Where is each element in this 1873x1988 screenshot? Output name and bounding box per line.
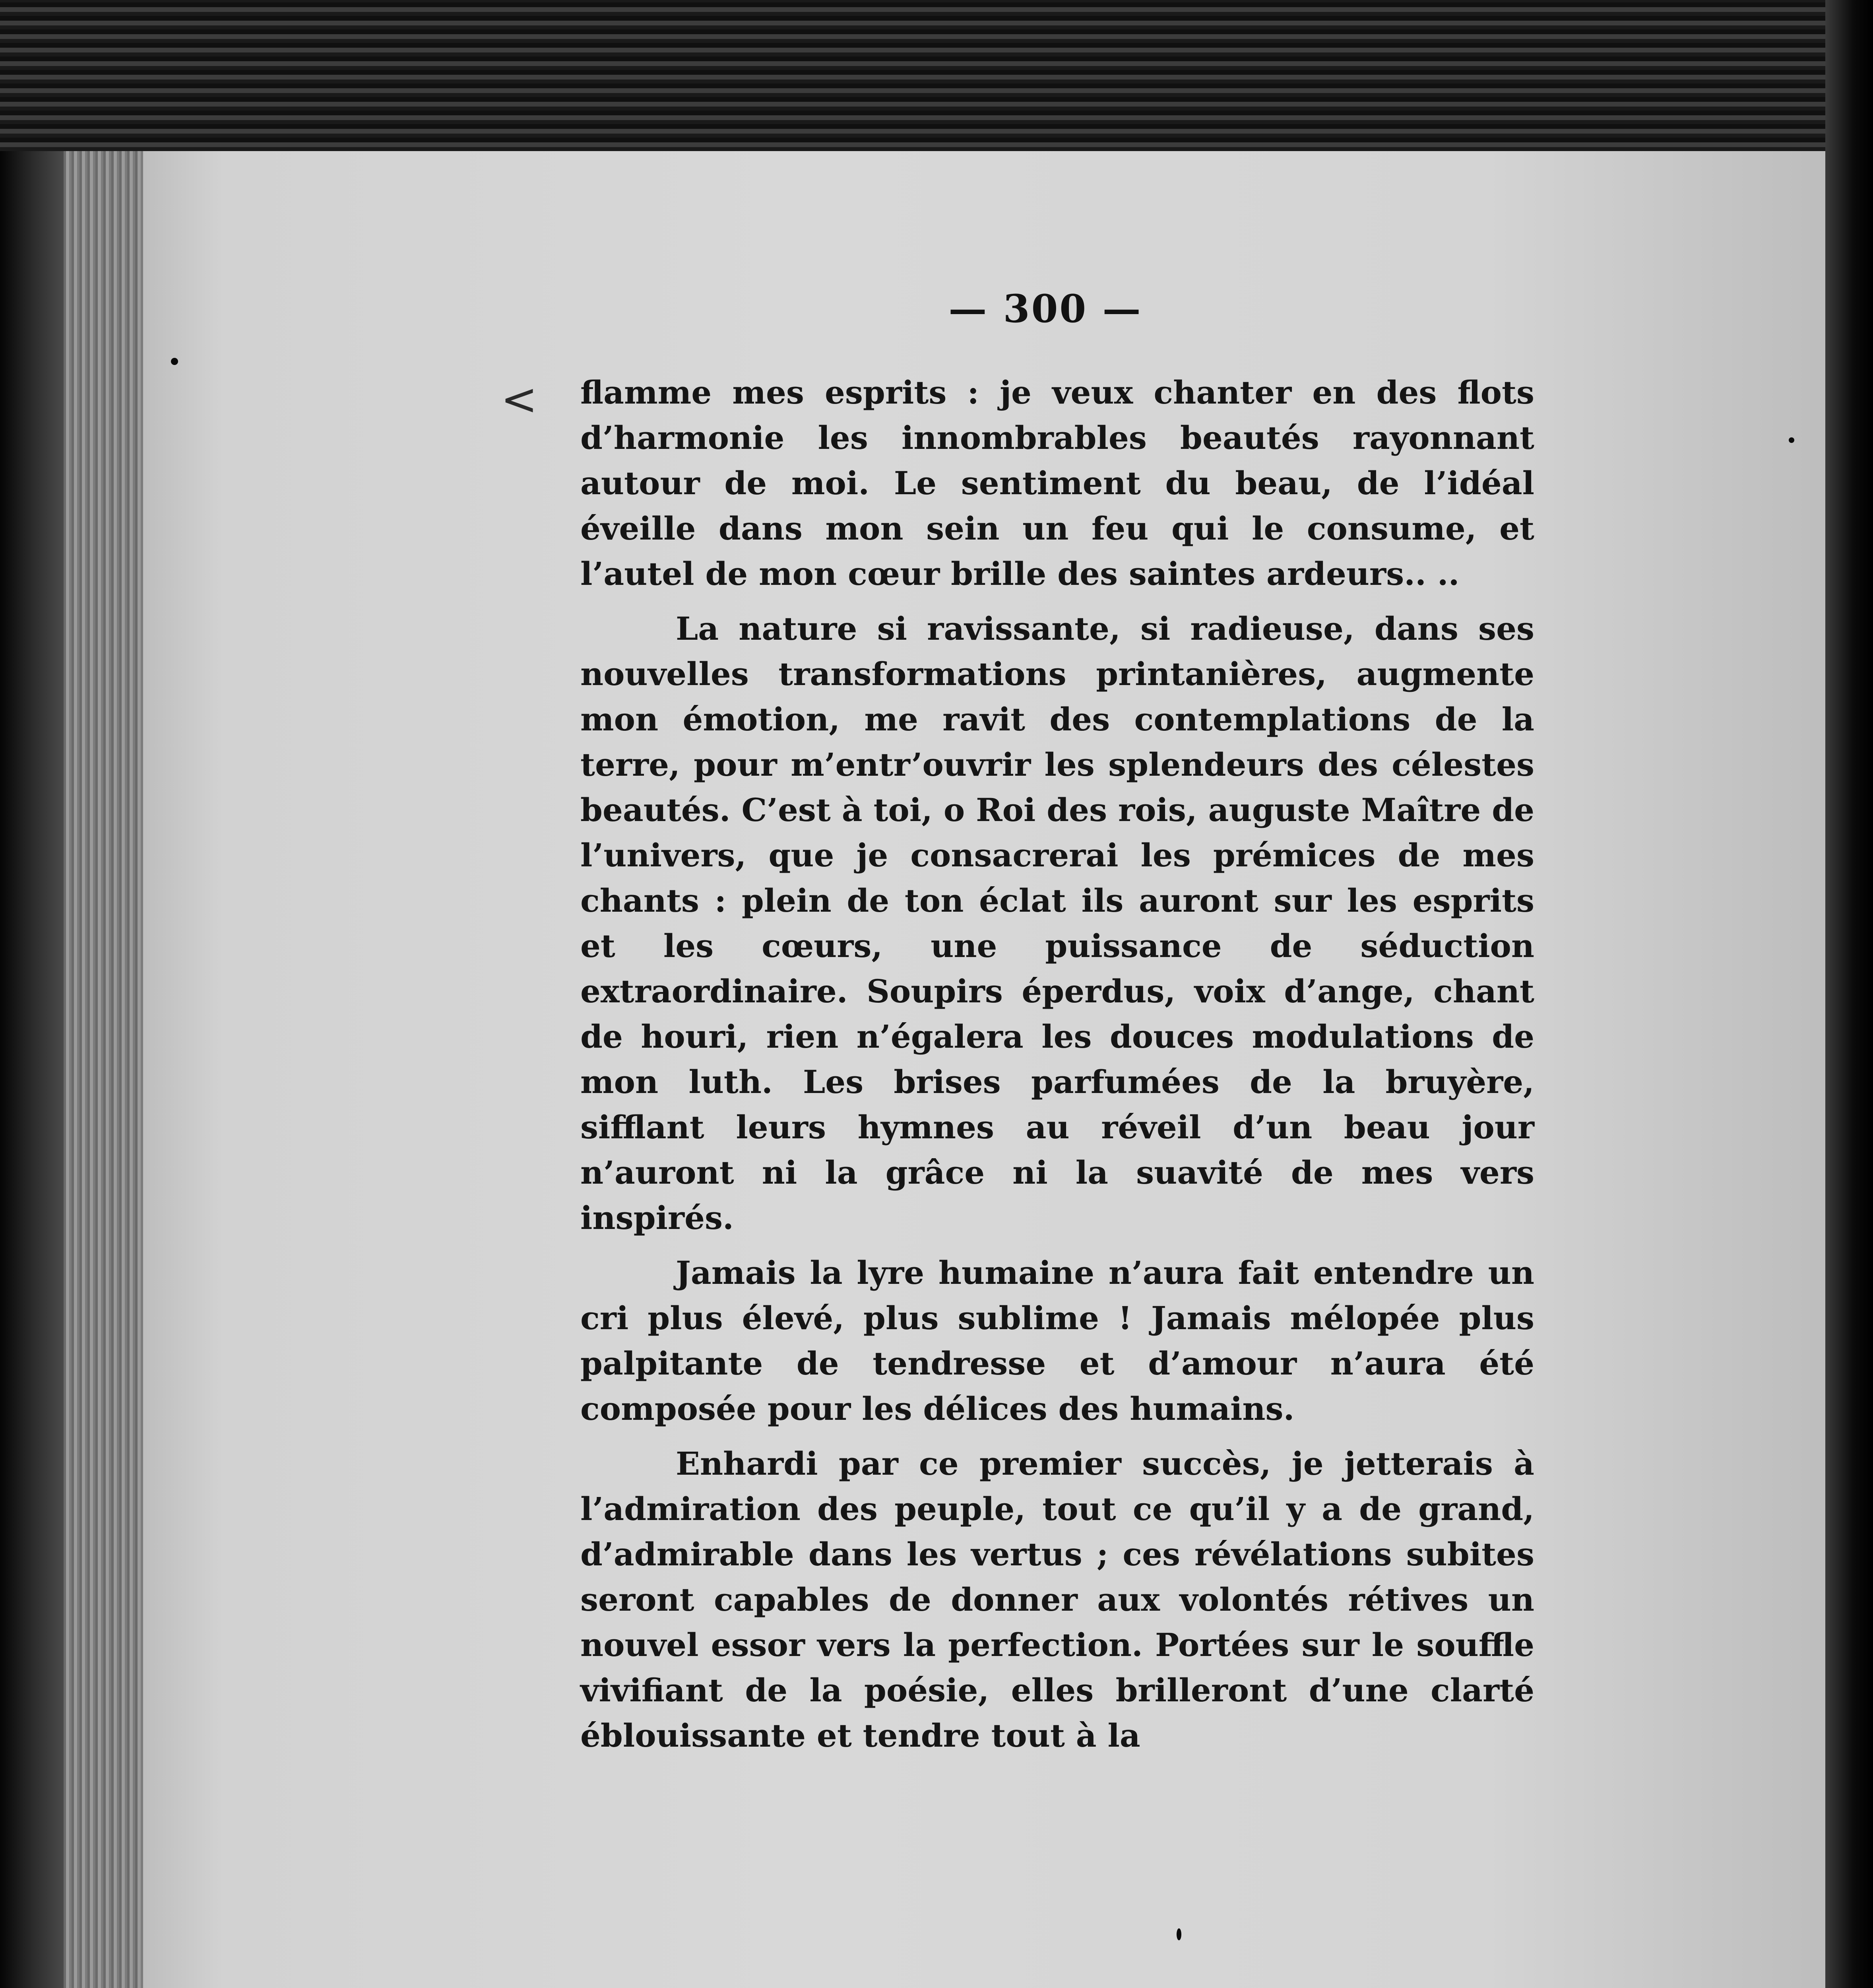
book-spine [0,0,64,1988]
margin-mark: < [501,374,538,425]
page-number: — 300 — [948,286,1142,331]
dust-speck [171,358,178,365]
body-text [580,370,1534,1768]
dust-speck [1789,437,1794,443]
paragraph: Jamais la lyre humaine n’aura fait entendre un cri plus élevé, plus sublime ! Jamais mélopée plus palpitante de tendresse et d’amour n’aura été composée pour les délices des humains. [580,1254,1534,1427]
paragraph: Enhardi par ce premier succès, je jetterais à l’admiration des peuple, tout ce qu’il y a de grand, d’admirable dans les vertus ; ces révélations subites seront capables de donner aux volontés rétives un nouvel essor vers la perfection. Portées sur le souffle vivifiant de la poésie, elles brilleront d’une clarté éblouissante et tendre tout à la [580,1445,1534,1754]
paragraph: La nature si ravissante, si radieuse, dans ses nouvelles transformations printanières, augmente mon émotion, me ravit des contemplations de la terre, pour m’entr’ouvrir les splendeurs des célestes beautés. C’est à toi, o Roi des rois, auguste Maître de l’univers, que je consacrerai les prémices de mes chants : plein de ton éclat ils auront sur les esprits et les cœurs, une puissance de séduction extraordinaire. Soupirs éperdus, voix d’ange, chant de houri, rien n’égalera les douces modulations de mon luth. Les brises parfumées de la bruyère, sifflant leurs hymnes au réveil d’un beau jour n’auront ni la grâce ni la suavité de mes vers inspirés. [580,610,1534,1237]
page-edges [64,0,143,1988]
right-page-edge [1825,0,1873,1988]
top-page-edges [0,0,1873,151]
dust-speck [1177,1928,1181,1940]
paragraph: flamme mes esprits : je veux chanter en des flots d’harmonie les innombrables beautés rayonnant autour de moi. Le sentiment du beau, de l’idéal éveille dans mon sein un feu qui le consume, et l’autel de mon cœur brille des saintes ardeurs.. .. [580,374,1534,592]
